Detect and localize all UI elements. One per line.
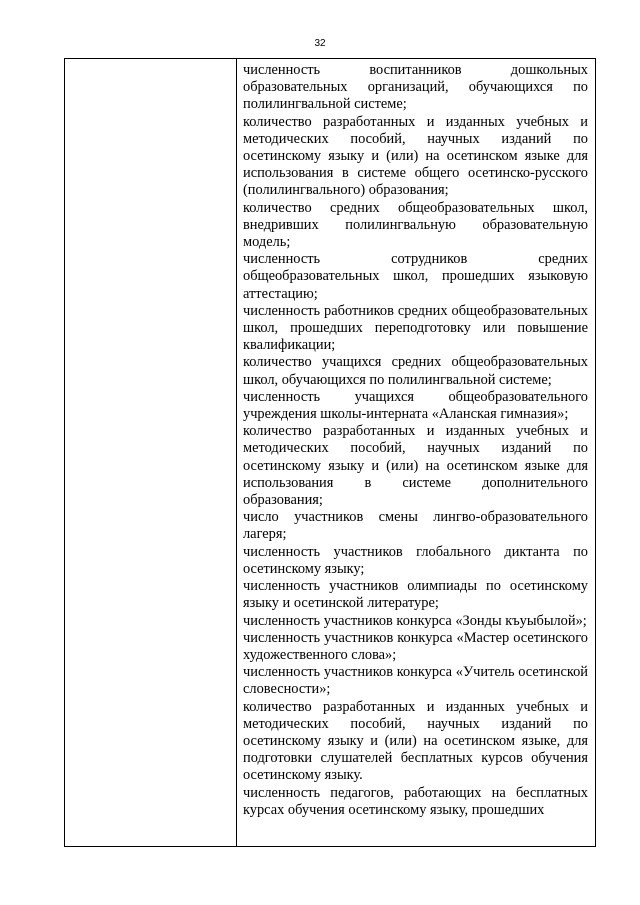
indicator-item: численность педагогов, работающих на бесплатных курсах обучения осетинскому языку, прошедших [243, 784, 588, 818]
indicator-item: численность участников глобального диктанта по осетинскому языку; [243, 543, 588, 577]
indicator-item: число участников смены лингво-образовательного лагеря; [243, 509, 588, 543]
indicator-item: численность работников средних общеобразовательных школ, прошедших переподготовку или повышение квалификации; [243, 302, 588, 354]
indicator-item: численность участников олимпиады по осетинскому языку и осетинской литературе; [243, 578, 588, 612]
indicator-item: численность участников конкурса «Мастер осетинского художественного слова»; [243, 629, 588, 663]
table-left-cell [65, 59, 237, 846]
indicator-item: численность учащихся общеобразовательного учреждения школы-интерната «Аланская гимназия»; [243, 388, 588, 423]
indicator-item: численность сотрудников средних общеобразовательных школ, прошедших языковую аттестацию; [243, 251, 588, 302]
page-number: 32 [314, 38, 326, 49]
indicator-item: количество разработанных и изданных учебных и методических пособий, научных изданий по осетинскому языку и (или) на осетинском языке для использования в системе дополнительного образования; [243, 423, 588, 509]
indicator-item: количество разработанных и изданных учебных и методических пособий, научных изданий по осетинскому языку и (или) на осетинском языке, для подготовки слушателей бесплатных курсов обучения осетинскому языку. [243, 698, 588, 784]
indicator-item: количество разработанных и изданных учебных и методических пособий, научных изданий по осетинскому языку и (или) на осетинском языке для использования в системе общего осетинско-русского (полилингвального) образования; [243, 113, 588, 199]
indicator-item: численность участников конкурса «Зонды къуыбылой»; [243, 612, 587, 629]
indicator-item: численность воспитанников дошкольных образовательных организаций, обучающихся по полилингвальной системе; [243, 62, 588, 113]
indicators-table [64, 58, 596, 847]
indicator-item: численность участников конкурса «Учитель осетинской словесности»; [243, 664, 588, 698]
indicator-item: количество учащихся средних общеобразовательных школ, обучающихся по полилингвальной системе; [243, 354, 588, 388]
indicator-item: количество средних общеобразовательных школ, внедривших полилингвальную образовательную модель; [243, 199, 588, 251]
table-right-cell [237, 59, 595, 846]
